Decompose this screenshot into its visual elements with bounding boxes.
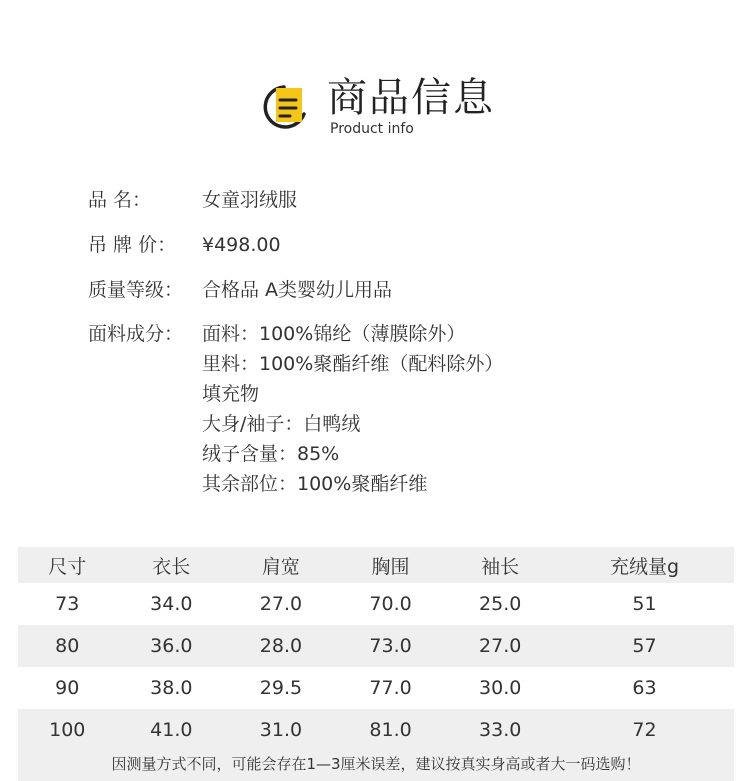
composition-line: 大身/袖子：白鸭绒 <box>202 413 361 435</box>
table-cell: 31.0 <box>226 709 336 751</box>
grade-label: 质量等级： <box>88 279 184 301</box>
column-header: 充绒量g <box>555 547 734 583</box>
page-title: 商品信息 <box>327 75 495 121</box>
name-label: 品 名： <box>88 189 152 211</box>
table-cell: 29.5 <box>259 677 303 699</box>
composition-label: 面料成分： <box>88 323 184 345</box>
table-cell: 73.0 <box>336 625 446 667</box>
table-cell: 27.0 <box>259 593 303 615</box>
table-cell: 70.0 <box>369 593 412 615</box>
table-cell: 30.0 <box>479 677 522 699</box>
table-cell: 25.0 <box>479 593 522 615</box>
grade-value: 合格品 A类婴幼儿用品 <box>202 279 393 301</box>
composition-line: 填充物 <box>202 383 260 405</box>
table-row <box>18 667 734 709</box>
column-header: 肩宽 <box>226 547 336 583</box>
table-cell: 80 <box>18 625 117 667</box>
table-cell: 72 <box>555 709 734 751</box>
column-header: 尺寸 <box>18 547 117 583</box>
table-cell: 51 <box>632 593 657 615</box>
page-subtitle: Product info <box>330 121 414 137</box>
document-lines-icon <box>262 84 312 130</box>
column-header: 衣长 <box>117 547 227 583</box>
table-cell: 27.0 <box>445 625 555 667</box>
size-table <box>18 547 734 751</box>
table-cell: 63 <box>632 677 657 699</box>
table-cell: 73 <box>55 593 80 615</box>
table-row <box>18 709 734 751</box>
table-cell: 81.0 <box>336 709 446 751</box>
table-cell: 41.0 <box>117 709 227 751</box>
measurement-note: 因测量方式不同，可能会存在1—3厘米误差，建议按真实身高或者大一码选购！ <box>18 748 734 781</box>
table-row <box>18 625 734 667</box>
column-header: 袖长 <box>445 547 555 583</box>
composition-line: 其余部位：100%聚酯纤维 <box>202 473 428 495</box>
table-cell: 34.0 <box>150 593 193 615</box>
table-cell: 33.0 <box>445 709 555 751</box>
table-header-row <box>18 547 734 583</box>
table-cell: 100 <box>18 709 117 751</box>
table-cell: 57 <box>555 625 734 667</box>
table-cell: 90 <box>55 677 80 699</box>
table-cell: 38.0 <box>150 677 193 699</box>
composition-line: 绒子含量：85% <box>202 443 340 465</box>
name-value: 女童羽绒服 <box>202 189 298 211</box>
price-value: ¥498.00 <box>202 234 281 256</box>
composition-line: 里料：100%聚酯纤维（配料除外） <box>202 353 504 375</box>
composition-line: 面料：100%锦纶（薄膜除外） <box>202 323 466 345</box>
product-info-header <box>0 70 750 140</box>
column-header: 胸围 <box>336 547 446 583</box>
table-cell: 36.0 <box>117 625 227 667</box>
table-cell: 28.0 <box>226 625 336 667</box>
table-row <box>18 583 734 625</box>
price-label: 吊 牌 价： <box>88 234 177 256</box>
table-cell: 77.0 <box>369 677 412 699</box>
